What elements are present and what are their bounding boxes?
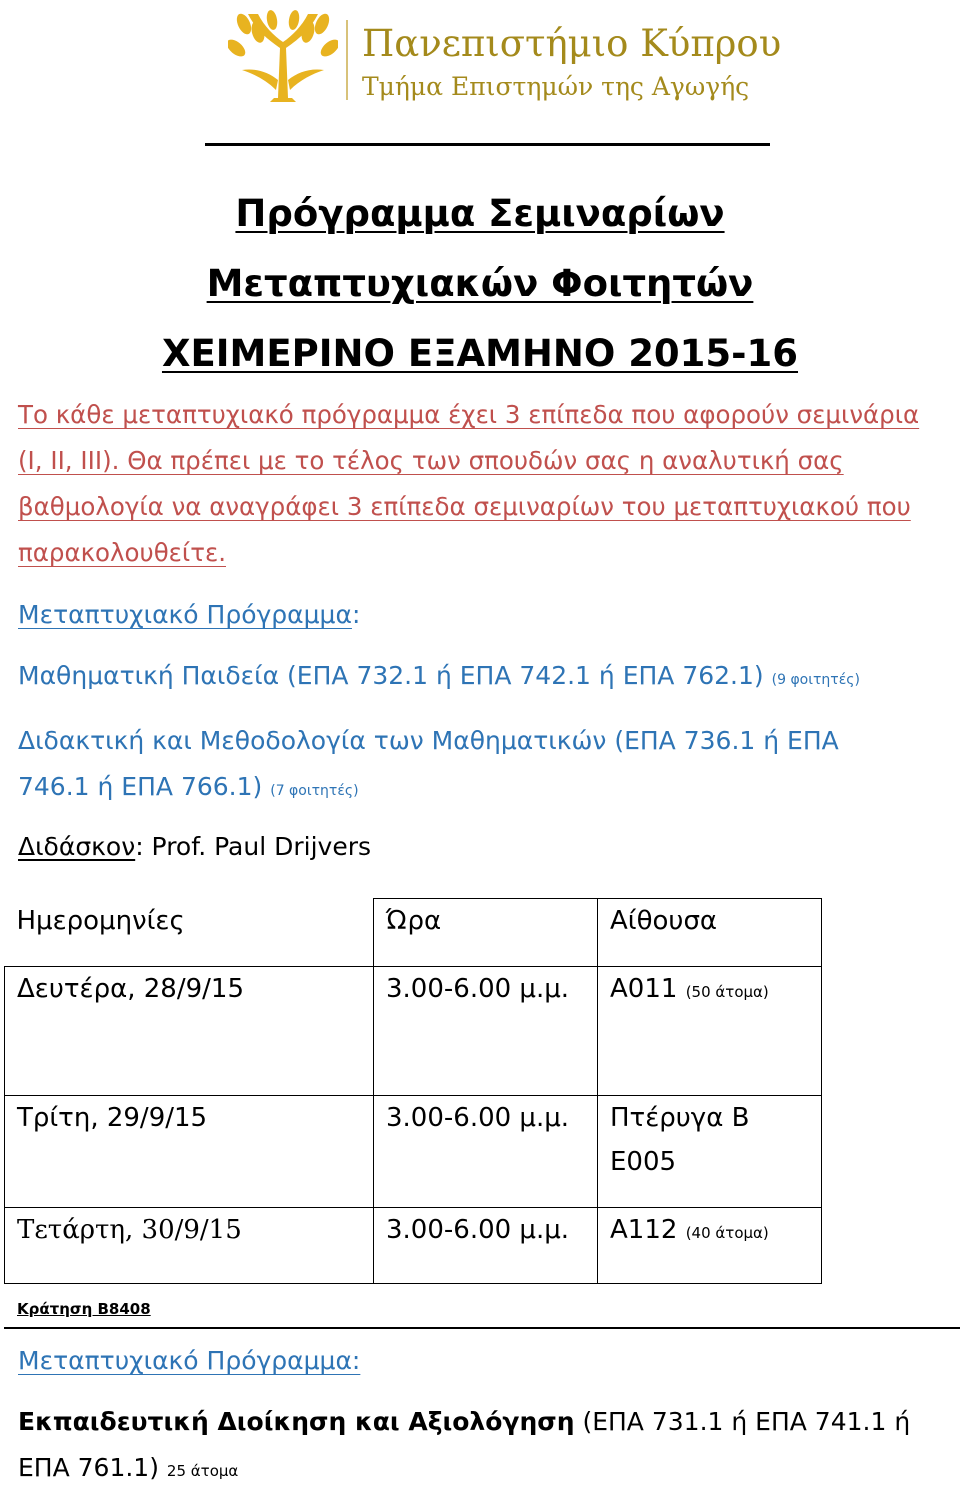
booking-note: Κράτηση Β8408 [17,1300,151,1318]
row-room: Α011 (50 άτομα) [598,967,822,1096]
table-row [5,967,822,1096]
schedule-table [4,898,822,1284]
header-room: Αίθουσα [598,899,822,967]
table-header-row [5,899,822,967]
header-time: Ώρα [374,899,598,967]
row-date: Τετάρτη, 30/9/15 [5,1208,374,1284]
row-time: 3.00-6.00 μ.μ. [374,1208,598,1284]
header-rule [205,143,770,146]
table-row [5,1096,822,1208]
row-time: 3.00-6.00 μ.μ. [374,967,598,1096]
row-room: Πτέρυγα Β Ε005 [598,1096,822,1208]
header-dates: Ημερομηνίες [5,899,374,967]
department-name: Τμήμα Επιστημών της Αγωγής [362,72,750,101]
course-2: Διδακτική και Μεθοδολογία των Μαθηματικών (ΕΠΑ 736.1 ή ΕΠΑ 746.1 ή ΕΠΑ 766.1) (7 φοιτητές) [18,726,839,801]
row-room: Α112 (40 άτομα) [598,1208,822,1284]
row-time: 3.00-6.00 μ.μ. [374,1096,598,1208]
program-heading-2: Μεταπτυχιακό Πρόγραμμα: [18,1346,361,1375]
tree-logo-icon [228,10,338,102]
logo-divider [346,20,348,100]
page-title-line3: ΧΕΙΜΕΡΙΝΟ ΕΞΑΜΗΝΟ 2015-16 [161,332,799,375]
page-title-line2: Μεταπτυχιακών Φοιτητών [206,262,754,305]
section-divider [4,1327,960,1329]
course-3: Εκπαιδευτική Διοίκηση και Αξιολόγηση (ΕΠΑ 731.1 ή ΕΠΑ 741.1 ή ΕΠΑ 761.1) 25 άτομα [18,1407,911,1482]
row-date: Δευτέρα, 28/9/15 [5,967,374,1096]
intro-paragraph: Το κάθε μεταπτυχιακό πρόγραμμα έχει 3 επίπεδα που αφορούν σεμινάρια (I, II, III). Θα πρέπει με το τέλος των σπουδών σας η αναλυτική σας βαθμολογία να αναγράφει 3 επίπεδα σεμιναρίων του μεταπτυχιακού που παρακολουθείτε. [18,400,920,567]
row-date: Τρίτη, 29/9/15 [5,1096,374,1208]
program-heading-1: Μεταπτυχιακό Πρόγραμμα: [18,600,361,629]
teacher-line: Διδάσκον: Prof. Paul Drijvers [18,832,372,861]
page-title-line1: Πρόγραμμα Σεμιναρίων [235,192,725,235]
course-1: Μαθηματική Παιδεία (ΕΠΑ 732.1 ή ΕΠΑ 742.1 ή ΕΠΑ 762.1) (9 φοιτητές) [18,661,860,690]
university-name: Πανεπιστήμιο Κύπρου [362,22,782,65]
table-row [5,1208,822,1284]
